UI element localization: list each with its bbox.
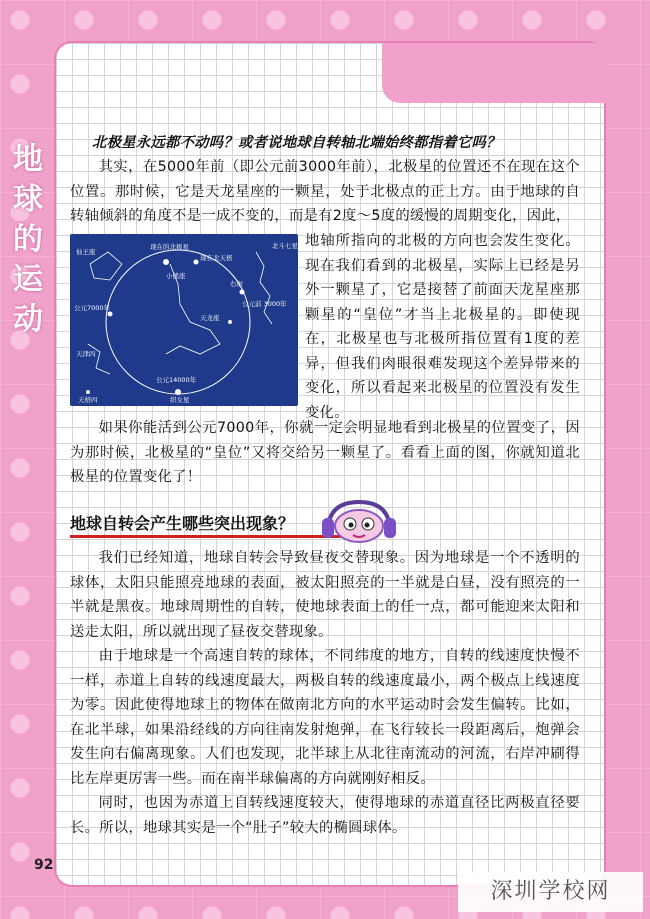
watermark: 深圳学校网 [458, 872, 643, 912]
label-vega: 织女星 [170, 396, 190, 404]
label-big-dipper: 北斗七星 [272, 242, 298, 250]
label-draco: 天龙座 [200, 314, 220, 322]
label-cepheus: 仙王座 [76, 248, 96, 256]
paper-notch [382, 43, 606, 103]
paragraph-intro: 其实，在5000年前（即公元前3000年前），北极星的位置还不在现在这个位置。那时候，它是天龙星座的一颗星，处于北极点的正上方。由于地球的自转轴倾斜的角度不是一成不变的，而是有2度～5度的缓慢的周期变化，因此， [70, 159, 580, 224]
star-map-figure [70, 234, 298, 406]
question-text: 北极星永远都不动吗？或者说地球自转轴北端始终都指着它吗？ [92, 135, 501, 151]
chapter-side-title: 地球的运动 [13, 142, 43, 337]
vega-star [175, 389, 181, 395]
body-paragraph-3: 同时，也因为赤道上自转线速度较大，使得地球的赤道直径比两极直径要长。所以，地球其实是一个“肚子”较大的椭圆球体。 [70, 795, 580, 836]
headphone-mascot-icon [320, 498, 398, 546]
section-heading: 地球自转会产生哪些突出现象？ [70, 514, 295, 533]
paragraph-beside-figure: 地轴所指向的北极的方向也会发生变化。现在我们看到的北极星，实际上已经是另外一颗星了，它是接替了前面天龙星座那颗星的“皇位”才当上北极星的。即使现在，北极星也与北极所指位置有1度的差异，但我们肉眼很难发现这个差异带来的变化，所以看起来北极星的位置没有发生变化。 [305, 233, 580, 421]
thuban-star [240, 290, 245, 295]
cepheus-lines [90, 252, 122, 280]
label-tianche: 天棓四 [78, 396, 98, 404]
star-dot [228, 320, 232, 324]
label-7000: 公元7000年 [74, 304, 111, 312]
label-14000: 公元14000年 [156, 376, 197, 384]
pole-star [194, 260, 199, 265]
label-ursa-minor: 小熊座 [166, 272, 186, 280]
label-3000bc: 公元前 3000年 [242, 300, 287, 308]
body-paragraphs [70, 546, 580, 840]
cygnus-lines [88, 344, 110, 374]
page-number: 92 [34, 857, 54, 873]
label-present-pole: 现在的北极星 [150, 243, 189, 251]
deneb-star [86, 390, 90, 394]
body-paragraph-2: 由于地球是一个高速自转的球体，不同纬度的地方，自转的线速度快慢不一样，赤道上自转的线速度最大，两极自转的线速度最小，两个极点上线速度为零。因此使得地球上的物体在做南北方向的水平运动时会发生偏转。比如，在北半球，如果沿经线的方向往南发射炮弹，在飞行较长一段距离后，炮弹会发生向右偏离现象。人们也发现，北半球上从北往南流动的河流，右岸冲刷得比左岸更厉害一些。而在南半球偏离的方向就刚好相反。 [70, 648, 580, 787]
polaris-star [163, 259, 169, 265]
big-dipper-lines [256, 252, 272, 324]
label-right-pivot: 右枢 [230, 280, 243, 288]
label-deneb: 天津四 [76, 350, 96, 358]
paragraph-7000: 如果你能活到公元7000年，你就一定会明显地看到北极星的位置变了，因为那时候，北极星的“皇位”又将交给另一颗星了。看看上面的图，你就知道北极星的位置变化了！ [70, 420, 580, 485]
star-7000 [108, 312, 113, 317]
label-now-pole: 现在北天极 [200, 254, 233, 262]
body-paragraph-1: 我们已经知道，地球自转会导致昼夜交替现象。因为地球是一个不透明的球体，太阳只能照亮地球的表面，被太阳照亮的一半就是白昼，没有照亮的一半就是黑夜。地球周期性的自转，使地球表面上的任一点，都可能迎来太阳和送走太阳，所以就出现了昼夜交替现象。 [70, 550, 580, 640]
